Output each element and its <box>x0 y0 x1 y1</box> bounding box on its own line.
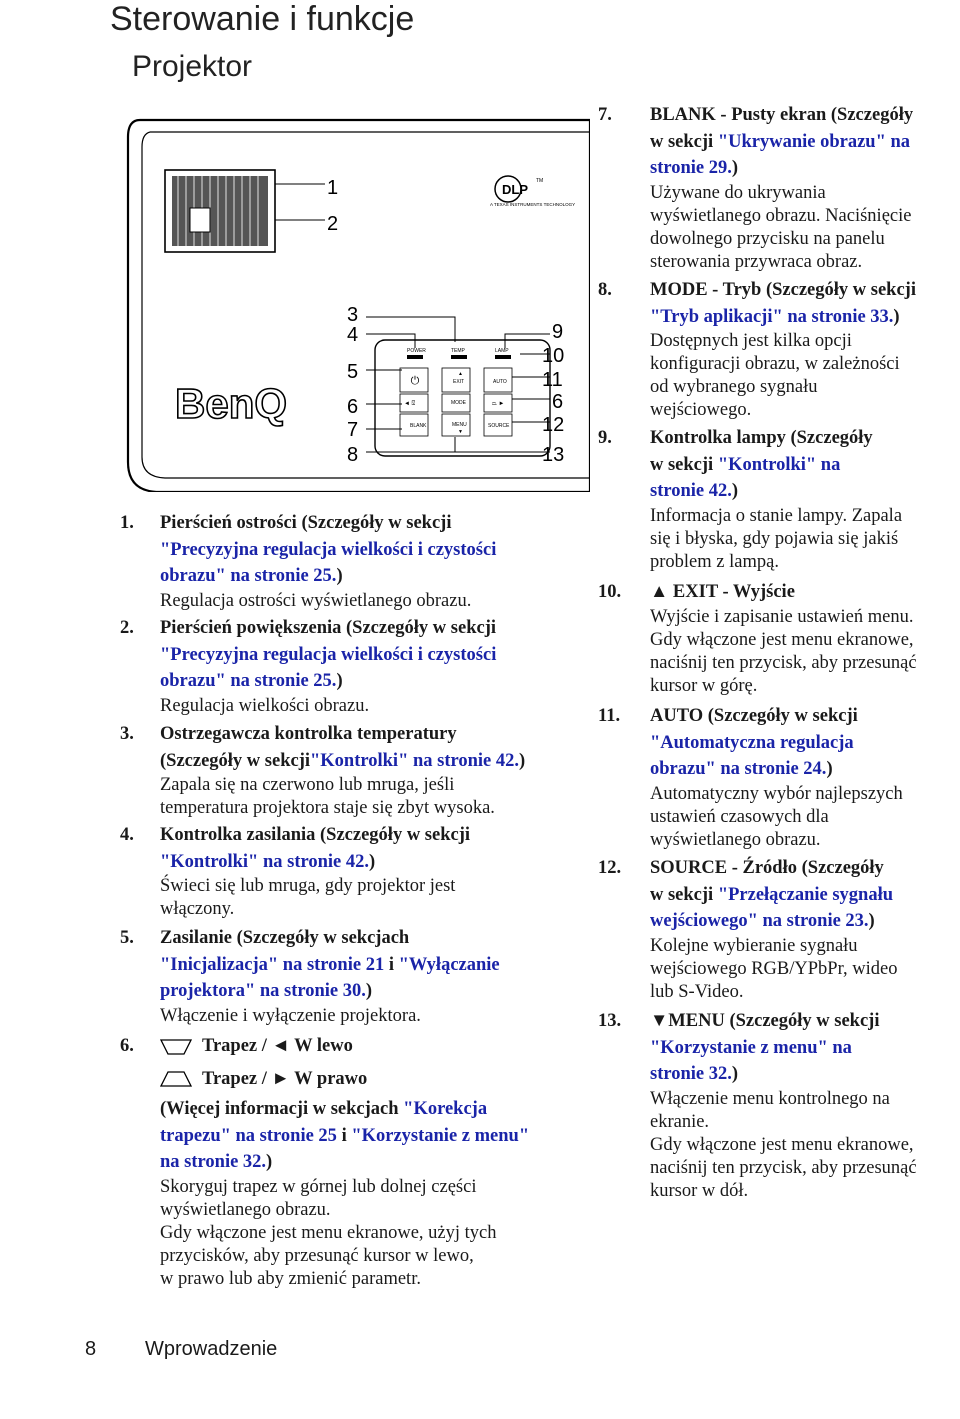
list-item-2: 2. Pierścień powiększenia (Szczegóły w sekcji "Precyzyjna regulacja wielkości i czystości obrazu" na stronie 25.) Regulacja wielkości obrazu. <box>120 618 497 716</box>
page-title: Sterowanie i funkcje <box>110 0 415 38</box>
svg-text:TM: TM <box>536 178 544 184</box>
svg-text:MODE: MODE <box>451 400 466 406</box>
callout-3: 3 <box>347 304 359 326</box>
svg-text:⏻: ⏻ <box>410 375 420 387</box>
callout-1: 1 <box>327 177 339 199</box>
svg-text:⏢ ►: ⏢ ► <box>492 401 505 407</box>
svg-text:BLANK: BLANK <box>410 423 427 429</box>
list-item-6: 6. Trapez / ◄ W lewo Trapez / ► W prawo (Więcej informacji w sekcjach "Korekcja trapezu" na stronie 25 i "Korzystanie z menu" na stronie 32.) Skoryguj trapez w górnej lub dolnej części wyświetlanego obrazu. Gdy włączone jest menu ekranowe, użyj tych przycisków, aby przesunąć kursor w lewo, w prawo lub aby zmienić parametr. <box>120 1036 530 1289</box>
projector-illustration <box>120 112 590 492</box>
svg-text:POWER: POWER <box>407 348 426 354</box>
svg-text:EXIT: EXIT <box>453 379 465 385</box>
svg-text:TEMP: TEMP <box>451 348 465 354</box>
page-subtitle: Projektor <box>132 50 253 83</box>
list-item-12: 12. SOURCE - Źródło (Szczegóły w sekcji "Przełączanie sygnału wejściowego" na stronie 23.) Kolejne wybieranie sygnału wejściowego RGB/YPbPr, wideo lub S-Video. <box>598 858 898 1002</box>
callout-6b: 6 <box>552 391 564 413</box>
callout-10: 10 <box>542 345 565 367</box>
list-item-4: 4. Kontrolka zasilania (Szczegóły w sekcji "Kontrolki" na stronie 42.) Świeci się lub mruga, gdy projektor jest włączony. <box>120 825 471 919</box>
svg-text:DLP: DLP <box>502 182 528 197</box>
list-item-3: 3. Ostrzegawcza kontrolka temperatury (Szczegóły w sekcji"Kontrolki" na stronie 42.) Zapala się na czerwono lub mruga, jeśli temperatura projektora staje się zbyt wysoka. <box>120 724 526 818</box>
svg-text:MENU: MENU <box>452 422 467 428</box>
callout-13: 13 <box>542 444 565 466</box>
callout-8: 8 <box>347 444 359 466</box>
list-item-8: 8. MODE - Tryb (Szczegóły w sekcji "Tryb aplikacji" na stronie 33.) Dostępnych jest kilka opcji konfiguracji obrazu, w zależności od wybranego sygnału wejściowego. <box>598 280 916 420</box>
svg-text:SOURCE: SOURCE <box>488 423 510 429</box>
list-item-11: 11. AUTO (Szczegóły w sekcji "Automatyczna regulacja obrazu" na stronie 24.) Automatyczny wybór najlepszych ustawień czasowych dla wyświetlanego obrazu. <box>598 706 903 850</box>
svg-text:AUTO: AUTO <box>493 379 507 385</box>
list-item-9: 9. Kontrolka lampy (Szczegóły w sekcji "Kontrolki" na stronie 42.) Informacja o stanie lampy. Zapala się i błyska, gdy pojawia się jakiś problem z lampą. <box>598 428 903 572</box>
callout-6: 6 <box>347 396 359 418</box>
svg-text:▼: ▼ <box>458 429 463 435</box>
keystone-down-icon <box>160 1038 192 1056</box>
list-item-5: 5. Zasilanie (Szczegóły w sekcjach "Inicjalizacja" na stronie 21 i "Wyłączanie projektora" na stronie 30.) Włączenie i wyłączenie projektora. <box>120 928 500 1026</box>
callout-9: 9 <box>552 321 564 343</box>
list-item-10: 10. ▲ EXIT - Wyjście Wyjście i zapisanie ustawień menu. Gdy włączone jest menu ekranowe, naciśnij ten przycisk, aby przesunąć kursor w górę. <box>598 582 917 696</box>
callout-5: 5 <box>347 361 359 383</box>
callout-7: 7 <box>347 419 359 441</box>
benq-logo: BenQ <box>175 380 288 427</box>
list-item-13: 13. ▼MENU (Szczegóły w sekcji "Korzystanie z menu" na stronie 32.) Włączenie menu kontrolnego na ekranie. Gdy włączone jest menu ekranowe, naciśnij ten przycisk, aby przesunąć kursor w dół. <box>598 1011 917 1201</box>
list-item-1: 1. Pierścień ostrości (Szczegóły w sekcji "Precyzyjna regulacja wielkości i czystości obrazu" na stronie 25.) Regulacja ostrości wyświetlanego obrazu. <box>120 513 497 611</box>
svg-text:◄ ⍔: ◄ ⍔ <box>404 401 416 407</box>
svg-text:LAMP: LAMP <box>495 348 509 354</box>
keystone-up-icon <box>160 1070 192 1088</box>
callout-12: 12 <box>542 414 565 436</box>
callout-4: 4 <box>347 324 359 346</box>
page-number: 8 <box>85 1338 97 1360</box>
svg-text:A TEXAS INSTRUMENTS TECHNOLOGY: A TEXAS INSTRUMENTS TECHNOLOGY <box>490 202 576 207</box>
footer-section: Wprowadzenie <box>145 1338 278 1360</box>
list-item-7: 7. BLANK - Pusty ekran (Szczegóły w sekcji "Ukrywanie obrazu" na stronie 29.) Używane do ukrywania wyświetlanego obrazu. Naciśnięcie dowolnego przycisku na panelu sterowania przywraca obraz. <box>598 105 914 272</box>
callout-2: 2 <box>327 213 339 235</box>
callout-11: 11 <box>542 369 563 391</box>
projector-diagram <box>120 112 590 492</box>
svg-text:▲: ▲ <box>458 371 463 377</box>
